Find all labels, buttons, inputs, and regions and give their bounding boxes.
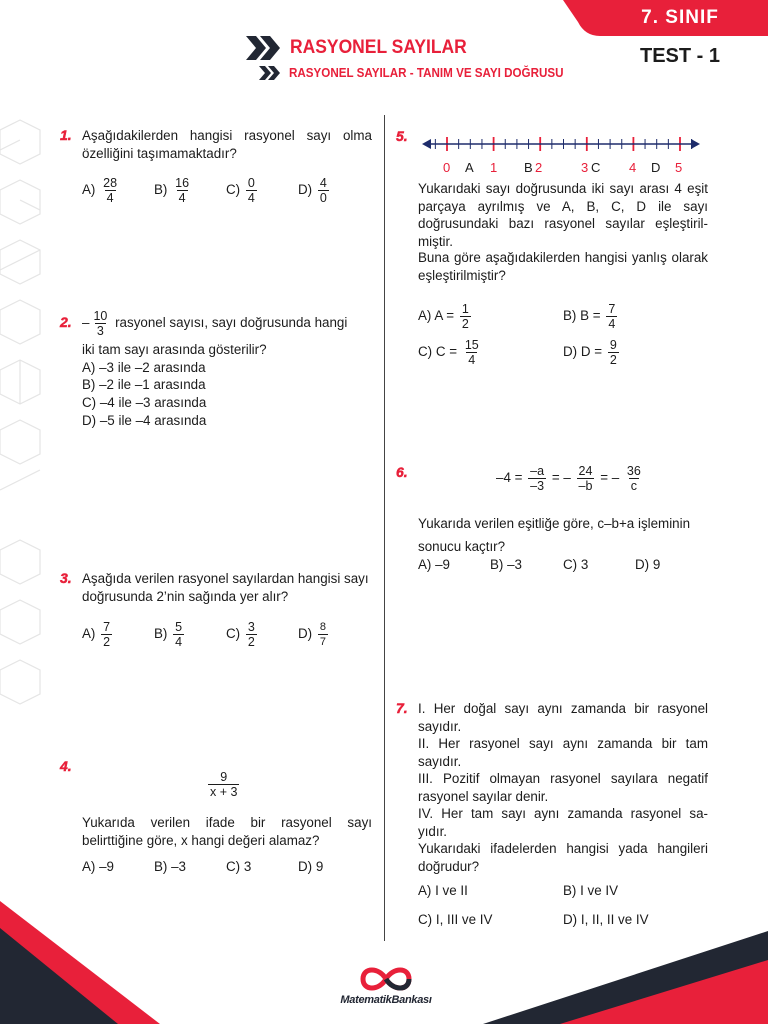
- q3-option-d[interactable]: D) $\frac{8}{7}$: [298, 621, 326, 648]
- question-1-text: Aşağıdakilerden hangisi rasyonel sayı olma özelliğini taşımamaktadır?: [82, 128, 372, 161]
- q3-option-b[interactable]: B) $\frac{5}{4}$: [154, 620, 183, 649]
- q6-equation: –4 = $\frac{-a}{-3}$ = – $\frac{24}{-b}$ = – $\frac{36}{c}$: [496, 464, 641, 493]
- q7-option-b[interactable]: B) I ve IV: [563, 883, 619, 898]
- q6-option-c[interactable]: C) 3: [563, 557, 589, 572]
- question-number-2: 2.: [60, 314, 72, 330]
- q2-option-d[interactable]: D) –5 ile –4 arasında: [82, 413, 207, 428]
- q7-statement-1: I. Her doğal sayı aynı zamanda bir rasyonel sayıdır.: [418, 701, 708, 734]
- column-divider: [384, 115, 385, 941]
- question-4-text: Yukarıda verilen ifade bir rasyonel sayı belirttiğine göre, x hangi değeri alamaz?: [82, 815, 372, 848]
- q7-statement-3: III. Pozitif olmayan rasyonel sayılara negatif rasyonel sayılar denir.: [418, 771, 708, 804]
- question-5-text: Yukarıdaki sayı doğrusunda iki sayı arası 4 eşit parçaya ayrılmış ve A, B, C, D ile sayı doğrusundaki bazı rasyonel sayılar eşleştiril- miştir.: [418, 181, 708, 249]
- q7-option-d[interactable]: D) I, II, II ve IV: [563, 912, 649, 927]
- question-number-1: 1.: [60, 127, 72, 143]
- question-number-3: 3.: [60, 570, 72, 586]
- q4-option-d[interactable]: D) 9: [298, 859, 324, 874]
- q5-number-labels: [418, 160, 704, 180]
- nl-label-c: C: [591, 160, 601, 175]
- nl-label-4: 4: [629, 160, 637, 175]
- question-5-question: Buna göre aşağıdakilerden hangisi yanlış olarak eşleştirilmiştir?: [418, 250, 708, 283]
- question-number-7: 7.: [396, 700, 408, 716]
- q2-option-a[interactable]: A) –3 ile –2 arasında: [82, 360, 206, 375]
- q7-option-a[interactable]: A) I ve II: [418, 883, 468, 898]
- q2-option-c[interactable]: C) –4 ile –3 arasında: [82, 395, 207, 410]
- q5-option-d[interactable]: D) D = $\frac{9}{2}$: [563, 338, 617, 367]
- question-number-6: 6.: [396, 464, 408, 480]
- left-arrow-icon: [422, 139, 431, 149]
- nl-label-d: D: [651, 160, 661, 175]
- right-arrow-icon: [691, 139, 700, 149]
- question-6-text: Yukarıda verilen eşitliğe göre, c–b+a işleminin sonucu kaçtır?: [418, 516, 691, 554]
- q4-expression: $\frac{9}{x + 3}$: [210, 770, 238, 799]
- footer-logo-text: MatematikBankası: [340, 994, 432, 1006]
- question-number-5: 5.: [396, 128, 408, 144]
- q4-option-a[interactable]: A) –9: [82, 859, 115, 874]
- q6-option-d[interactable]: D) 9: [635, 557, 661, 572]
- q4-option-b[interactable]: B) –3: [154, 859, 187, 874]
- title-chevron-icon: [246, 36, 284, 60]
- test-label: TEST - 1: [640, 45, 721, 67]
- page-title: RASYONEL SAYILAR: [290, 37, 467, 58]
- page-subtitle: RASYONEL SAYILAR - TANIM VE SAYI DOĞRUSU: [289, 66, 564, 80]
- q6-option-b[interactable]: B) –3: [490, 557, 523, 572]
- hexagon-pattern-decoration: [0, 110, 60, 810]
- q1-option-d[interactable]: D) $\frac{4}{0}$: [298, 176, 327, 205]
- q7-statement-4: IV. Her tam sayı aynı zamanda rasyonel sa- yıdır.: [418, 806, 708, 839]
- nl-label-0: 0: [443, 160, 451, 175]
- q5-option-b[interactable]: B) B = $\frac{7}{4}$: [563, 302, 616, 331]
- q5-option-c[interactable]: C) C = $\frac{15}{4}$: [418, 338, 479, 367]
- q7-statement-2: II. Her rasyonel sayı aynı zamanda bir tam sayıdır.: [418, 736, 708, 769]
- q3-option-a[interactable]: A) $\frac{7}{2}$: [82, 620, 111, 649]
- subtitle-chevron-icon: [259, 66, 283, 80]
- q3-option-c[interactable]: C) $\frac{3}{2}$: [226, 620, 255, 649]
- infinity-logo-icon: [355, 963, 417, 995]
- question-3-text: Aşağıda verilen rasyonel sayılardan hangisi sayı doğrusunda 2’nin sağında yer alır?: [82, 571, 369, 604]
- question-7-question: Yukarıdaki ifadelerden hangisi yada hangileri doğrudur?: [418, 841, 708, 874]
- grade-label: 7. SINIF: [641, 7, 719, 28]
- nl-label-5: 5: [675, 160, 683, 175]
- q2-option-b[interactable]: B) –2 ile –1 arasında: [82, 377, 206, 392]
- nl-label-3: 3: [581, 160, 589, 175]
- q5-option-a[interactable]: A) A = $\frac{1}{2}$: [418, 302, 469, 331]
- question-2-text-line2: iki tam sayı arasında gösterilir?: [82, 342, 267, 357]
- q7-option-c[interactable]: C) I, III ve IV: [418, 912, 493, 927]
- question-number-4: 4.: [60, 758, 72, 774]
- q6-option-a[interactable]: A) –9: [418, 557, 451, 572]
- nl-label-2: 2: [535, 160, 543, 175]
- q1-option-a[interactable]: A) $\frac{28}{4}$: [82, 176, 118, 205]
- question-2-stem: – $\frac{10}{3}$ rasyonel sayısı, sayı doğrusunda hangi: [82, 309, 348, 338]
- q1-option-c[interactable]: C) $\frac{0}{4}$: [226, 176, 255, 205]
- nl-label-1: 1: [490, 160, 498, 175]
- nl-label-b: B: [524, 160, 533, 175]
- nl-label-a: A: [465, 160, 474, 175]
- q1-option-b[interactable]: B) $\frac{16}{4}$: [154, 176, 190, 205]
- q4-option-c[interactable]: C) 3: [226, 859, 252, 874]
